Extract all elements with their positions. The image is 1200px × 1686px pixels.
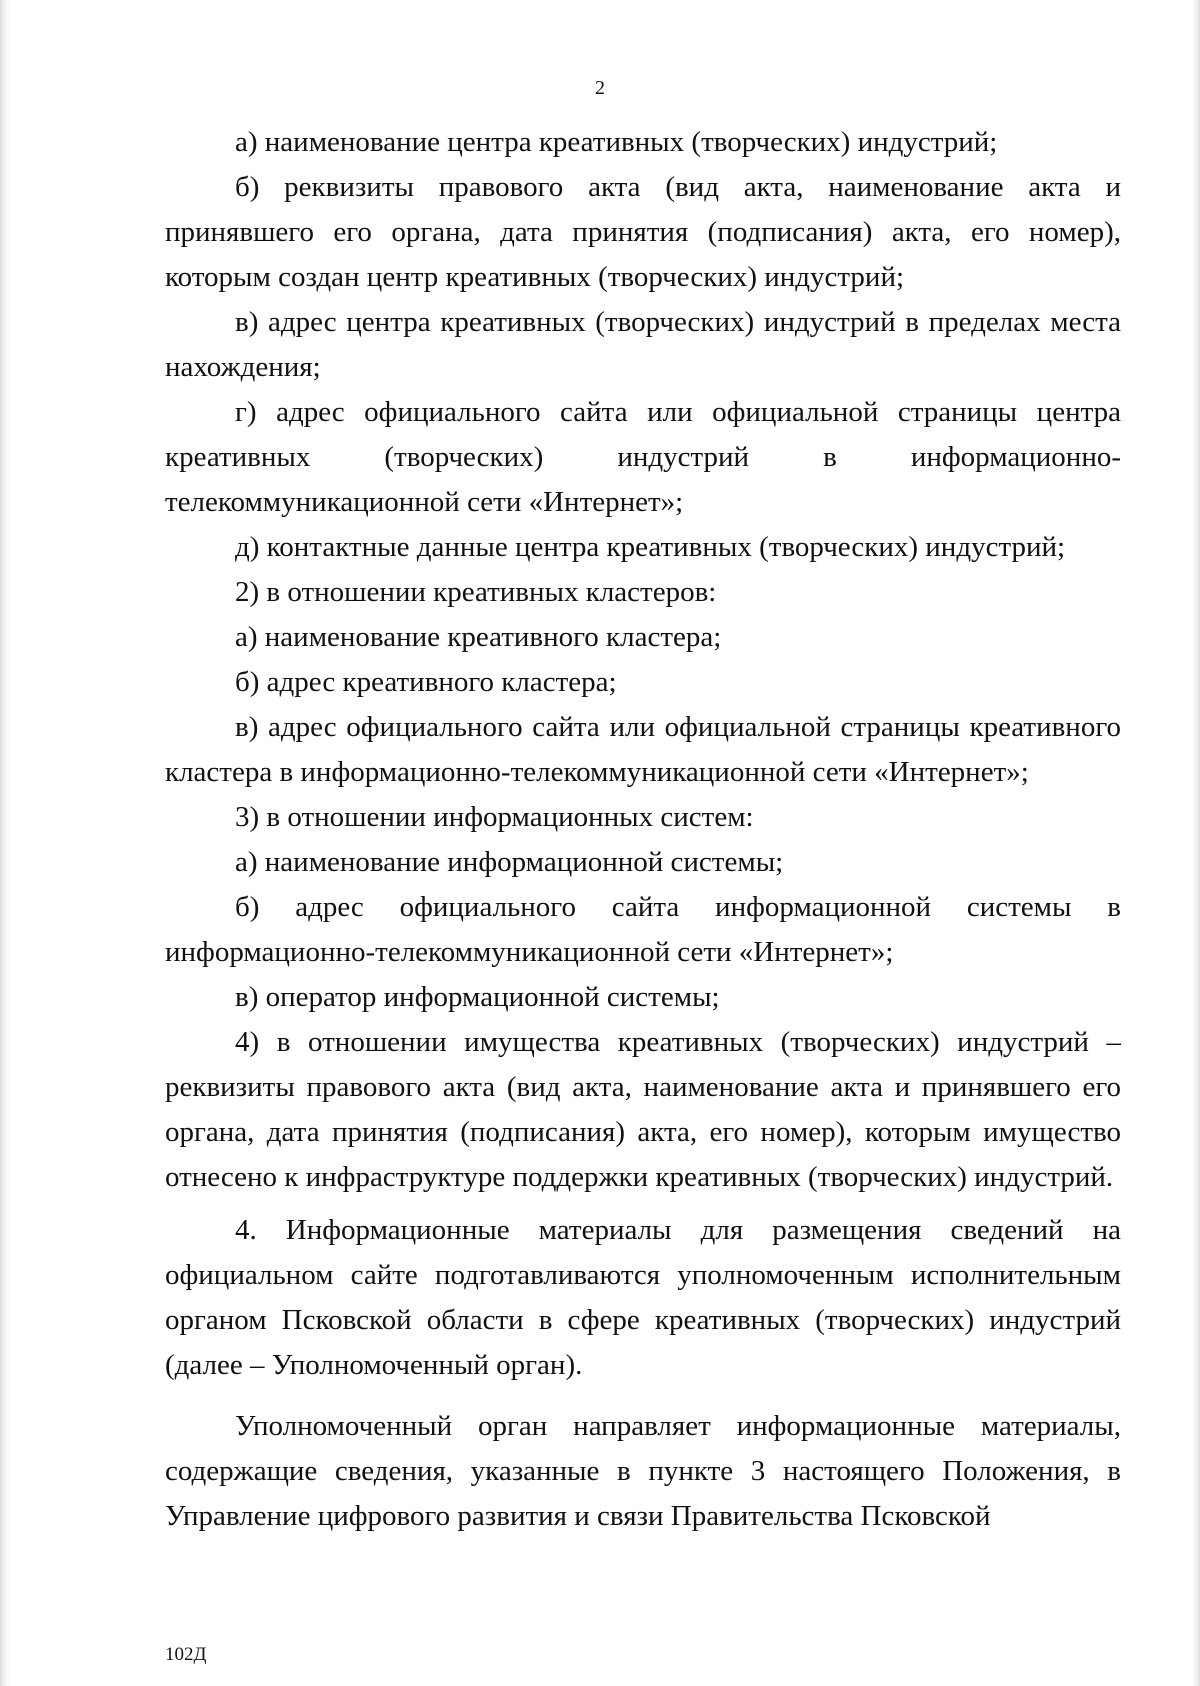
paragraph-1b: б) реквизиты правового акта (вид акта, наименование акта и принявшего его органа, дата принятия (подписания) акта, его номер), которым создан центр креативных (творческих) индустрий; — [165, 171, 1121, 293]
document-code: 102Д — [165, 1644, 207, 1665]
paragraph-1a: а) наименование центра креативных (творческих) индустрий; — [235, 126, 998, 158]
paragraph-2a: а) наименование креативного кластера; — [235, 621, 722, 653]
paragraph-2v: в) адрес официального сайта или официальной страницы креативного кластера в информационно-телекоммуникационной сети «Интернет»; — [165, 711, 1121, 788]
scan-right-edge — [1192, 0, 1200, 1686]
paragraph-2: 2) в отношении креативных кластеров: — [235, 576, 717, 608]
paragraph-1v: в) адрес центра креативных (творческих) индустрий в пределах места нахождения; — [165, 306, 1121, 383]
paragraph-3b: б) адрес официального сайта информационной системы в информационно-телекоммуникационной сети «Интернет»; — [165, 891, 1121, 968]
page-number: 2 — [595, 77, 605, 99]
paragraph-4: 4) в отношении имущества креативных (творческих) индустрий – реквизиты правового акта (вид акта, наименование акта и принявшего его органа, дата принятия (подписания) акта, его номер), которым имущество отнесено к инфраструктуре поддержки креативных (творческих) индустрий. — [165, 1026, 1121, 1193]
paragraph-3a: а) наименование информационной системы; — [235, 846, 784, 878]
paragraph-3: 3) в отношении информационных систем: — [235, 801, 754, 833]
document-body — [165, 120, 1121, 1539]
paragraph-1d: д) контактные данные центра креативных (творческих) индустрий; — [235, 531, 1066, 563]
paragraph-section-4: 4. Информационные материалы для размещения сведений на официальном сайте подготавливаются уполномоченным исполнительным органом Псковской области в сфере креативных (творческих) индустрий (далее – Уполномоченный орган). — [165, 1214, 1121, 1381]
scan-left-edge — [0, 0, 10, 1686]
paragraph-1g: г) адрес официального сайта или официальной страницы центра креативных (творческих) индустрий в информационно-телекоммуникационной сети «Интернет»; — [165, 396, 1121, 518]
paragraph-2b: б) адрес креативного кластера; — [235, 666, 617, 698]
paragraph-3v: в) оператор информационной системы; — [235, 981, 720, 1013]
paragraph-authorized-body: Уполномоченный орган направляет информационные материалы, содержащие сведения, указанные в пункте 3 настоящего Положения, в Управление цифрового развития и связи Правительства Псковской — [165, 1410, 1121, 1532]
